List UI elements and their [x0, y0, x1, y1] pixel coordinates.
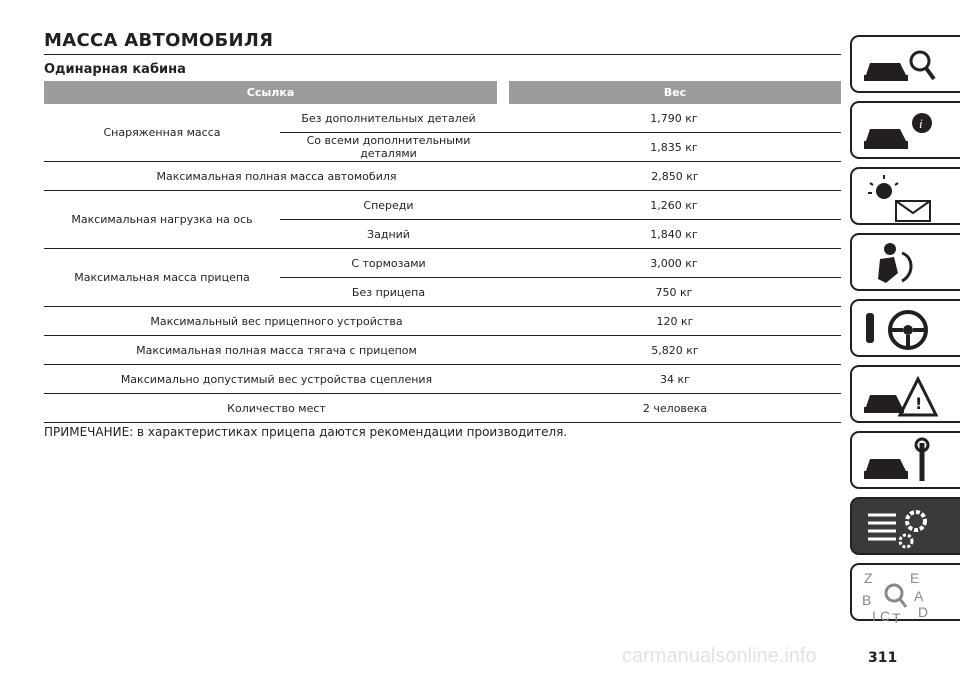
table-row	[280, 104, 841, 132]
page-title: МАССА АВТОМОБИЛЯ	[44, 30, 841, 55]
row-label: Спереди	[363, 198, 414, 212]
row-label: Максимальный вес прицепного устройства	[150, 314, 403, 328]
section-subtitle: Одинарная кабина	[44, 62, 186, 77]
svg-text:!: !	[915, 394, 923, 413]
watermark: carmanualsonline.info	[622, 645, 817, 667]
note-text: ПРИМЕЧАНИЕ: в характеристиках прицепа даются рекомендации производителя.	[44, 425, 568, 439]
table-row	[280, 132, 841, 161]
car-warning-icon	[858, 371, 938, 421]
group-label: Снаряженная масса	[103, 126, 221, 139]
car-wrench-icon	[858, 437, 938, 487]
tab-maintenance[interactable]	[850, 431, 960, 489]
svg-text:E: E	[910, 570, 920, 586]
tab-warning-lights[interactable]	[850, 167, 960, 225]
svg-text:i: i	[919, 116, 923, 131]
row-label: Максимальная полная масса автомобиля	[156, 169, 397, 183]
tab-car-search[interactable]	[850, 35, 960, 93]
row-value: 5,820 кг	[651, 343, 699, 357]
svg-text:B: B	[862, 592, 872, 608]
row-label: Максимально допустимый вес устройства сцепления	[120, 372, 433, 386]
page-number: 311	[868, 650, 898, 666]
specs-gear-icon	[858, 503, 938, 553]
svg-text:T: T	[892, 610, 901, 625]
table-group-curb	[44, 104, 841, 162]
seat-airbag-icon	[858, 239, 938, 289]
row-label: Максимальная полная масса тягача с прицепом	[136, 343, 417, 357]
table-group-trailer	[44, 249, 841, 307]
svg-text:A: A	[914, 588, 924, 604]
tab-index[interactable]	[850, 563, 960, 625]
table-group-axle	[44, 191, 841, 249]
svg-text:I: I	[872, 608, 876, 624]
row-value: 750 кг	[655, 285, 693, 299]
row-value: 34 кг	[660, 372, 690, 386]
tab-technical-specs[interactable]	[850, 497, 960, 555]
row-value: 1,835 кг	[650, 140, 698, 154]
svg-text:C: C	[880, 608, 891, 624]
table-row	[44, 394, 841, 423]
tab-starting-driving[interactable]	[850, 299, 960, 357]
table-row	[280, 249, 841, 277]
table-row	[280, 219, 841, 248]
row-value: 1,840 кг	[650, 227, 698, 241]
table-header	[44, 81, 841, 104]
table-row	[280, 191, 841, 219]
table-row	[44, 336, 841, 365]
row-label: Со всеми дополнительными деталями	[306, 134, 471, 160]
alphabet-index-icon	[858, 569, 938, 625]
weights-table	[44, 81, 841, 423]
row-value: 120 кг	[656, 314, 694, 328]
row-label: Без прицепа	[351, 285, 426, 299]
tab-car-info[interactable]	[850, 101, 960, 159]
group-label: Максимальная масса прицепа	[74, 271, 250, 284]
row-value: 3,000 кг	[650, 256, 698, 270]
row-label: Задний	[367, 227, 410, 241]
car-info-icon	[858, 107, 938, 157]
steering-key-icon	[858, 305, 938, 355]
row-label: Без дополнительных деталей	[301, 111, 476, 125]
svg-text:D: D	[918, 604, 929, 620]
row-value: 2,850 кг	[651, 169, 699, 183]
svg-text:Z: Z	[864, 570, 873, 586]
group-label: Максимальная нагрузка на ось	[71, 213, 253, 226]
table-row	[280, 277, 841, 306]
car-search-icon	[858, 41, 938, 91]
tab-emergency[interactable]	[850, 365, 960, 423]
row-label: С тормозами	[351, 256, 426, 270]
row-label: Количество мест	[227, 401, 326, 415]
tab-safety[interactable]	[850, 233, 960, 291]
warning-light-icon	[858, 173, 938, 223]
table-row	[44, 307, 841, 336]
row-value: 1,260 кг	[650, 198, 698, 212]
header-weight: Вес	[509, 81, 841, 104]
header-reference: Ссылка	[44, 81, 497, 104]
row-value: 2 человека	[642, 401, 708, 415]
row-value: 1,790 кг	[650, 111, 698, 125]
table-row	[44, 162, 841, 191]
table-row	[44, 365, 841, 394]
